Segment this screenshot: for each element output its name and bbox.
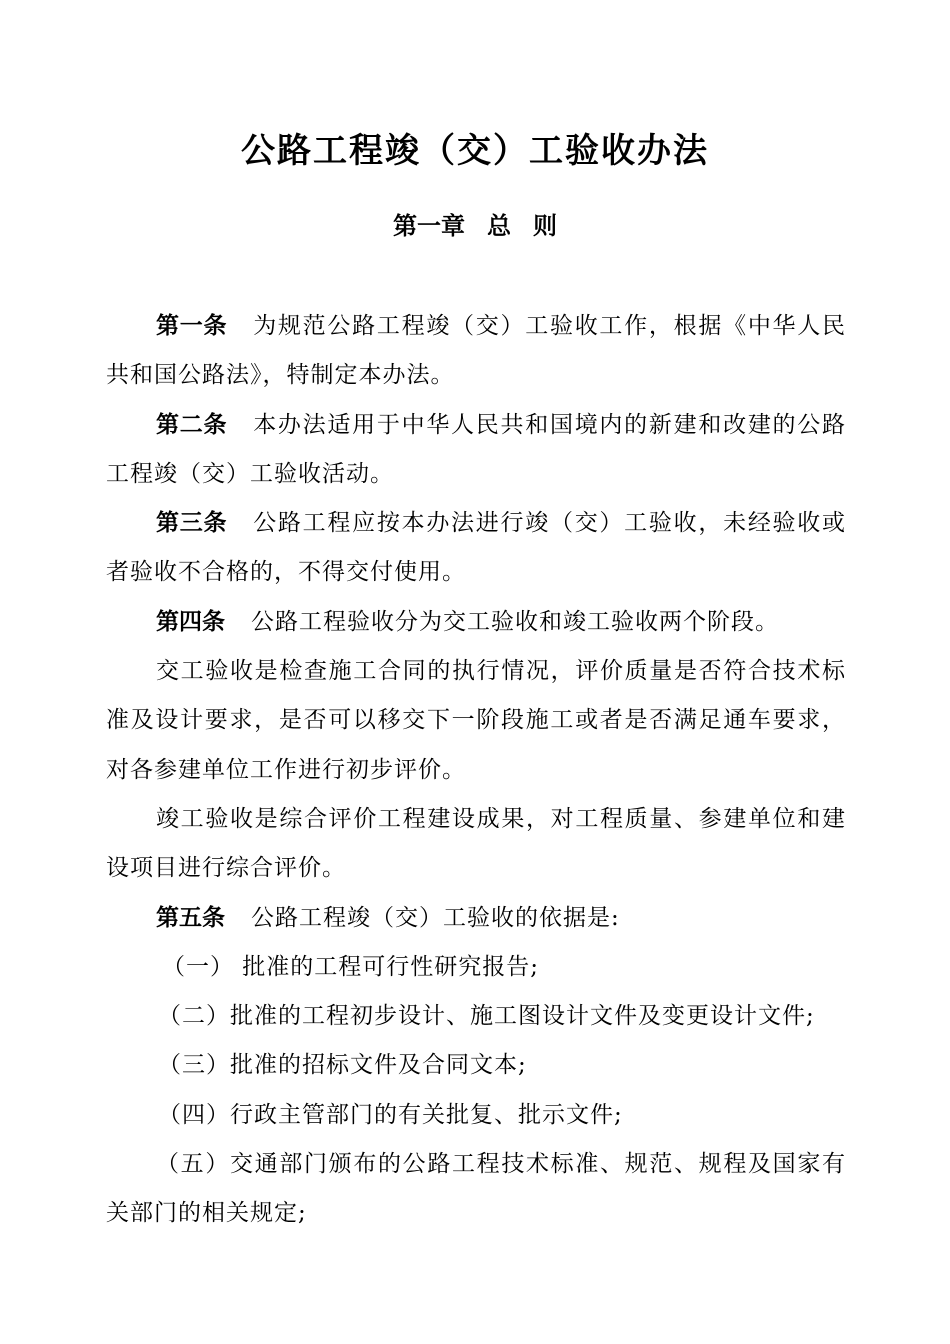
article-1	[106, 302, 846, 401]
chapter-name-part1: 总	[487, 212, 511, 240]
document-body	[106, 302, 846, 1239]
article-5-item-1: （一） 批准的工程可行性研究报告;	[162, 953, 540, 980]
article-1-label: 第一条	[156, 313, 228, 339]
article-5-item-3: （三）批准的招标文件及合同文本;	[158, 1052, 527, 1079]
article-5-item-5: （五）交通部门颁布的公路工程技术标准、规范、规程及国家有关部门的相关规定;	[106, 1151, 846, 1227]
chapter-number: 第一章	[393, 212, 465, 240]
article-3-label: 第三条	[156, 510, 228, 537]
chapter-heading	[0, 206, 950, 246]
article-1-text: 为规范公路工程竣（交）工验收工作，根据《中华人民共和国公路法》，特制定本办法。	[106, 313, 847, 389]
article-5-item-4: （四）行政主管部门的有关批复、批示文件;	[158, 1101, 623, 1128]
article-2-text: 本办法适用于中华人民共和国境内的新建和改建的公路工程竣（交）工验收活动。	[106, 411, 847, 487]
article-4-paragraph-1: 交工验收是检查施工合同的执行情况，评价质量是否符合技术标准及设计要求，是否可以移交下一阶段施工或者是否满足通车要求，对各参建单位工作进行初步评价。	[106, 658, 846, 783]
chapter-name-part2: 则	[533, 212, 557, 240]
article-4	[106, 598, 846, 647]
article-4-text: 公路工程验收分为交工验收和竣工验收两个阶段。	[251, 608, 779, 635]
article-2	[106, 401, 846, 500]
article-3	[106, 499, 846, 598]
article-2-label: 第二条	[156, 411, 228, 438]
article-5-item-2: （二）批准的工程初步设计、施工图设计文件及变更设计文件;	[158, 1003, 815, 1030]
article-5-text: 公路工程竣（交）工验收的依据是:	[251, 904, 620, 931]
article-5-label: 第五条	[156, 904, 225, 931]
article-3-text: 公路工程应按本办法进行竣（交）工验收，未经验收或者验收不合格的，不得交付使用。	[106, 510, 847, 586]
article-4-paragraph-2: 竣工验收是综合评价工程建设成果，对工程质量、参建单位和建设项目进行综合评价。	[106, 805, 846, 882]
document-title: 公路工程竣（交）工验收办法	[241, 130, 709, 171]
article-5	[106, 894, 846, 943]
article-4-label: 第四条	[156, 608, 225, 635]
